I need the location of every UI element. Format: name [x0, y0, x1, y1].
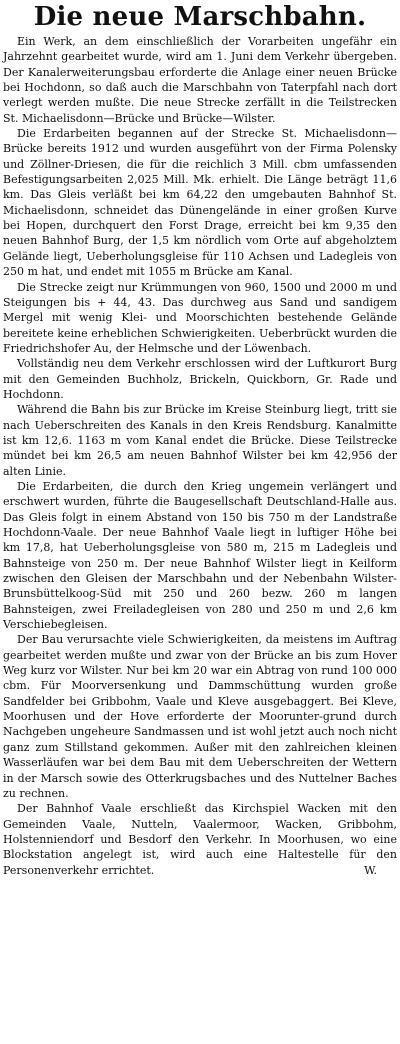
article-body: [3, 34, 397, 878]
article-paragraph: Vollständig neu dem Verkehr erschlossen wird der Luftkurort Burg mit den Gemeinden Buchholz, Brickeln, Quickborn, Gr. Rade und Hochdonn.: [3, 357, 397, 401]
article-paragraph: Die Strecke zeigt nur Krümmungen von 960, 1500 und 2000 m und Steigungen bis + 44, 43. Das durchweg aus Sand und sandigem Mergel mit wenig Klei- und Moorschichten bestehende Gelände bereitete keine erheblichen Schwierigkeiten. Ueberbrückt wurden die Friedrichshofer Au, der Helmsche und der Löwenbach.: [3, 280, 397, 355]
article-paragraph: Der Bau verursachte viele Schwierigkeiten, da meistens im Auftrag gearbeitet werden mußte und zwar von der Brücke an bis zum Hover Weg kurz vor Wilster. Nur bei km 20 war ein Abtrag von rund 100 000 cbm. Für Moorversenkung und Dammschüttung wurden große Sandfelder bei Gribbohm, Vaale und Kleve ausgebaggert. Bei Kleve, Moorhusen und der Hove erforderte der Moorunter-grund durch Nachgeben ungeheure Sandmassen und ist wohl jetzt auch noch nicht ganz zum Stillstand gekommen. Außer mit den zahlreichen kleinen Wasserläufen war bei dem Bau mit dem Ueberschreiten der Wettern in der Marsch sowie des Otterkrugsbaches und des Nuttelner Baches zu rechnen.: [3, 633, 397, 800]
article-title: Die neue Marschbahn.: [33, 2, 367, 32]
article-paragraph: Die Erdarbeiten, die durch den Krieg ungemein verlängert und erschwert wurden, führte die Baugesellschaft Deutschland-Halle aus. Das Gleis folgt in einem Abstand von 150 bis 750 m der Landstraße Hochdonn-Vaale. Der neue Bahnhof Vaale liegt in luftiger Höhe bei km 17,8, hat Ueberholungsgleise von 580 m, 215 m Ladegleis und Bahnsteige von 250 m. Der neue Bahnhof Wilster liegt in Keilform zwischen den Gleisen der Marschbahn und der Nebenbahn Wilster-Brunsbüttelkoog-Süd mit 250 und 260 bezw. 260 m langen Bahnsteigen, zwei Freiladegleisen von 280 und 250 m und 2,6 km Verschiebegleisen.: [3, 479, 397, 632]
article-paragraph: Die Erdarbeiten begannen auf der Strecke St. Michaelisdonn—Brücke bereits 1912 und wurden ausgeführt von der Firma Polensky und Zöllner-Driesen, die für die reichlich 3 Mill. cbm umfassenden Befestigungsarbeiten 2,025 Mill. Mk. erhielt. Die Länge beträgt 11,6 km. Das Gleis verläßt bei km 64,22 den umgebauten Bahnhof St. Michaelisdonn, schneidet das Dünengelände in einer großen Kurve bei Hopen, durchquert den Forst Drage, erreicht bei km 9,35 den neuen Bahnhof Burg, der 1,5 km nördlich vom Orte auf abgeholztem Gelände liegt, Ueberholungsgleise für 110 Achsen und Ladegleis von 250 m hat, und endet mit 1055 m Brücke am Kanal.: [3, 127, 397, 279]
article-paragraph: Während die Bahn bis zur Brücke im Kreise Steinburg liegt, tritt sie nach Ueberschreiten des Kanals in den Kreis Rendsburg. Kanalmitte ist km 12,6. 1163 m vom Kanal endet die Brücke. Diese Teilstrecke mündet bei km 26,5 am neuen Bahnhof Wilster bei km 42,956 der alten Linie.: [3, 403, 397, 478]
article-paragraph: Ein Werk, an dem einschließlich der Vorarbeiten ungefähr ein Jahrzehnt gearbeitet wurde, wird am 1. Juni dem Verkehr übergeben. Der Kanalerweiterungsbau erforderte die Anlage einer neuen Brücke bei Hochdonn, so daß auch die Marschbahn von Taterpfahl nach dort verlegt werden mußte. Die neue Strecke zerfällt in die Teilstrecken St. Michaelisdonn—Brücke und Brücke—Wilster.: [3, 35, 397, 125]
article-paragraph: Der Bahnhof Vaale erschließt das Kirchspiel Wacken mit den Gemeinden Vaale, Nutteln, Vaalermoor, Wacken, Gribbohm, Holstenniendorf und Besdorf den Verkehr. In Moorhusen, wo eine Blockstation angelegt ist, wird auch eine Haltestelle für den Personenverkehr errichtet.: [3, 802, 397, 877]
author-signature: W.: [364, 863, 377, 877]
